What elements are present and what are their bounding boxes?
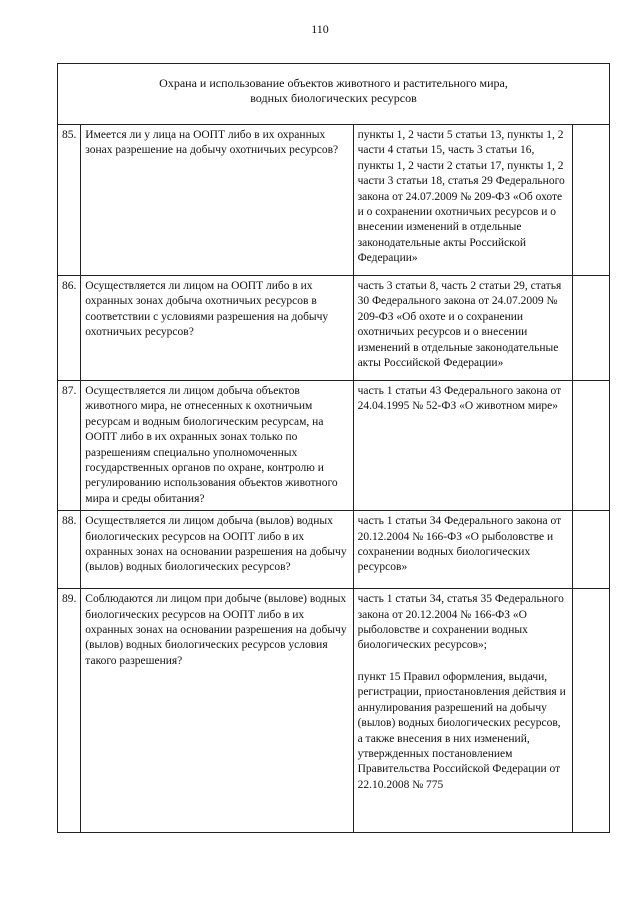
section-title (58, 64, 610, 125)
section-header-row (58, 64, 610, 125)
table-row (58, 589, 610, 833)
table-row (58, 125, 610, 276)
section-title-line-1: Охрана и использование объектов животного и растительного мира, (159, 76, 508, 90)
legal-reference-text: пункт 15 Правил оформления, выдачи, регистрации, приостановления действия и аннулирования разрешений на добычу (вылов) водных биологических ресурсов, а также внесения в них изменений, утвержденных постановлением Правительства Российской Федерации от 22.10.2008 № 775 (357, 670, 566, 791)
checklist-table (57, 63, 610, 835)
legal-reference-text: часть 3 статьи 8, часть 2 статьи 29, статья 30 Федерального закона от 24.07.2009 № 209-ФЗ «Об охоте и о сохранении охотничьих ресурсов и о внесении изменений в отдельные законодательные акты Российской Федерации» (357, 280, 562, 370)
row-number: 88. (58, 511, 81, 589)
row-legal-reference (353, 381, 572, 511)
row-number: 87. (58, 381, 81, 511)
row-question: Осуществляется ли лицом на ООПТ либо в их охранных зонах добыча охотничьих ресурсов в соответствии с условиями разрешения на добычу охотничьих ресурсов? (81, 276, 353, 381)
row-question: Осуществляется ли лицом добыча (вылов) водных биологических ресурсов на ООПТ либо в их охранных зонах на основании разрешения на добычу (вылов) водных биологических ресурсов? (81, 511, 353, 589)
row-question: Осуществляется ли лицом добыча объектов животного мира, не отнесенных к охотничьим ресурсам и водным биологическим ресурсам, на ООПТ либо в их охранных зонах только по разрешениям специально уполномоченных государственных органов по охране, контролю и регулированию использования объектов животного мира и среды обитания? (81, 381, 353, 511)
row-number: 85. (58, 125, 81, 276)
row-legal-reference (353, 511, 572, 589)
table-row (58, 276, 610, 381)
row-legal-reference (353, 589, 572, 833)
row-legal-reference (353, 276, 572, 381)
legal-reference-text: часть 1 статьи 34 Федерального закона от 20.12.2004 № 166-ФЗ «О рыболовстве и сохранении водных биологических ресурсов» (357, 515, 562, 574)
row-number: 89. (58, 589, 81, 833)
table-row (58, 381, 610, 511)
row-question: Имеется ли у лица на ООПТ либо в их охранных зонах разрешение на добычу охотничьих ресурсов? (81, 125, 353, 276)
row-number: 86. (58, 276, 81, 381)
table-row (58, 511, 610, 589)
legal-reference-text: часть 1 статьи 34, статья 35 Федерального закона от 20.12.2004 № 166-ФЗ «О рыболовстве и сохранении водных биологических ресурсов»; (357, 593, 564, 652)
row-blank-cell (572, 125, 609, 276)
row-blank-cell (572, 381, 609, 511)
legal-reference-text: часть 1 статьи 43 Федерального закона от 24.04.1995 № 52-ФЗ «О животном мире» (357, 385, 562, 413)
row-legal-reference (353, 125, 572, 276)
row-blank-cell (572, 589, 609, 833)
legal-reference-text: пункты 1, 2 части 5 статьи 13, пункты 1, 2 части 4 статьи 15, часть 3 статьи 16, пункты 1, 2 части 2 статьи 17, пункты 1, 2 части 3 статьи 18, статья 29 Федерального закона от 24.07.2009 № 209-ФЗ «Об охоте и о сохранении охотничьих ресурсов и о внесении изменений в отдельные законодательные акты Российской Федерации» (357, 129, 565, 265)
row-blank-cell (572, 511, 609, 589)
section-title-line-2: водных биологических ресурсов (250, 91, 417, 105)
row-blank-cell (572, 276, 609, 381)
row-question: Соблюдаются ли лицом при добыче (вылове) водных биологических ресурсов на ООПТ либо в их охранных зонах на основании разрешения на добычу (вылов) водных биологических ресурсов условия такого разрешения? (81, 589, 353, 833)
page-number: 110 (311, 22, 329, 36)
